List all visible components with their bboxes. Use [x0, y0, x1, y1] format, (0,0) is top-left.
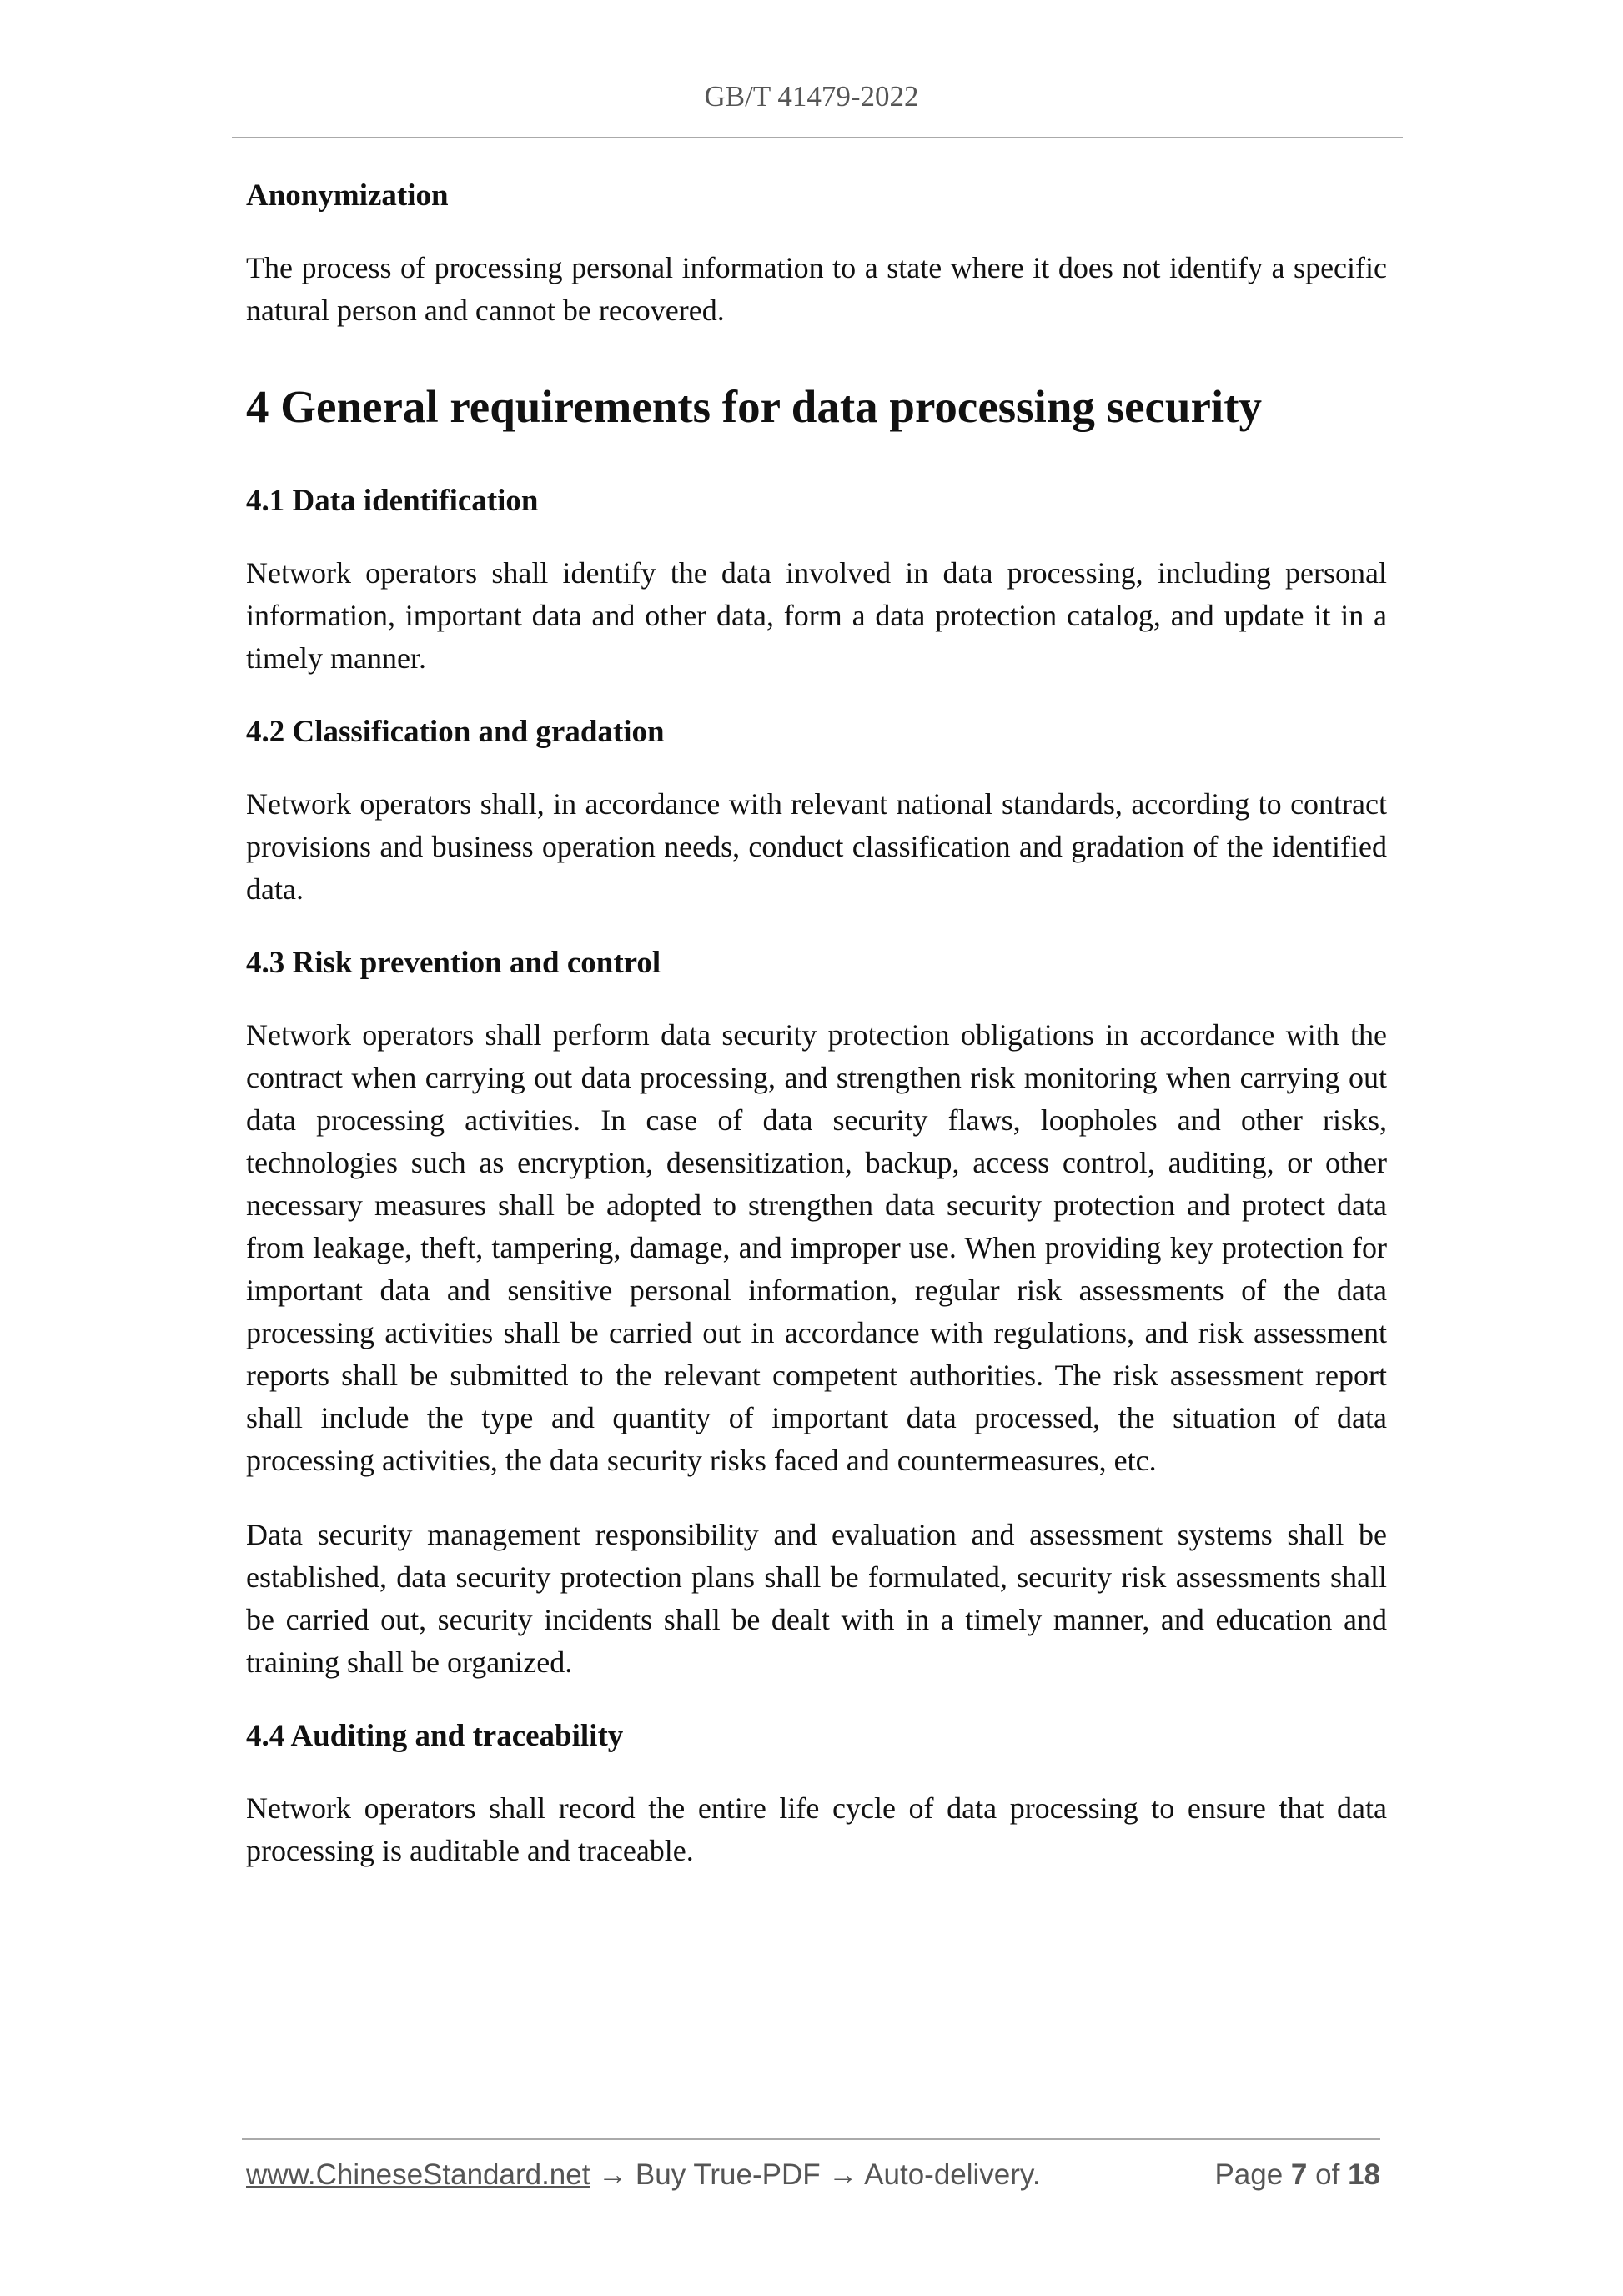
term-definition: The process of processing personal information to a state where it does not identify a specific natural person and cannot be recovered. [246, 251, 1387, 327]
page-indicator [1214, 2158, 1380, 2192]
total-pages-number: 18 [1348, 2158, 1380, 2191]
term-title: Anonymization [246, 178, 449, 213]
subsection-4-4-paragraph: Network operators shall record the entire life cycle of data processing to ensure that data processing is auditable and traceable. [246, 1791, 1387, 1867]
current-page-number: 7 [1290, 2158, 1308, 2191]
subsection-title-4-4: 4.4 Auditing and traceability [246, 1719, 624, 1753]
subsection-4-3-paragraph-2: Data security management responsibility and evaluation and assessment systems shall be established, data security protection plans shall be formulated, security risk assessments shall be carried out, security incidents shall be dealt with in a timely manner, and education and training shall be organized. [246, 1518, 1387, 1679]
header-divider [232, 137, 1403, 138]
subsection-title-4-3: 4.3 Risk prevention and control [246, 946, 661, 980]
document-id-header: GB/T 41479-2022 [704, 80, 919, 113]
section-title: 4 General requirements for data processing security [246, 381, 1263, 432]
subsection-4-2-paragraph: Network operators shall, in accordance with relevant national standards, according to contract provisions and business operation needs, conduct classification and gradation of the identified data. [246, 787, 1387, 906]
of-label: of [1315, 2158, 1340, 2191]
subsection-4-1-paragraph: Network operators shall identify the data involved in data processing, including personal information, important data and other data, form a data protection catalog, and update it in a timely manner. [246, 556, 1387, 675]
footer-divider [242, 2138, 1380, 2140]
subsection-title-4-1: 4.1 Data identification [246, 484, 539, 518]
subsection-title-4-2: 4.2 Classification and gradation [246, 715, 665, 749]
footer-tagline: → Buy True-PDF → Auto-delivery. [590, 2158, 1041, 2191]
page-label: Page [1214, 2158, 1284, 2191]
subsection-4-3-paragraph-1: Network operators shall perform data security protection obligations in accordance with the contract when carrying out data processing, and strengthen risk monitoring when carrying out data processing activities. In case of data security flaws, loopholes and other risks, technologies such as encryption, desensitization, backup, access control, auditing, or other necessary measures shall be adopted to strengthen data security protection and protect data from leakage, theft, tampering, damage, and improper use. When providing key protection for important data and sensitive personal information, regular risk assessments of the data processing activities shall be carried out in accordance with regulations, and risk assessment reports shall be submitted to the relevant competent authorities. The risk assessment report shall include the type and quantity of important data processed, the situation of data processing activities, the data security risks faced and countermeasures, etc. [246, 1018, 1387, 1477]
footer-promo [246, 2158, 1041, 2192]
page-content [246, 175, 1387, 1904]
website-link[interactable]: www.ChineseStandard.net [246, 2158, 590, 2191]
